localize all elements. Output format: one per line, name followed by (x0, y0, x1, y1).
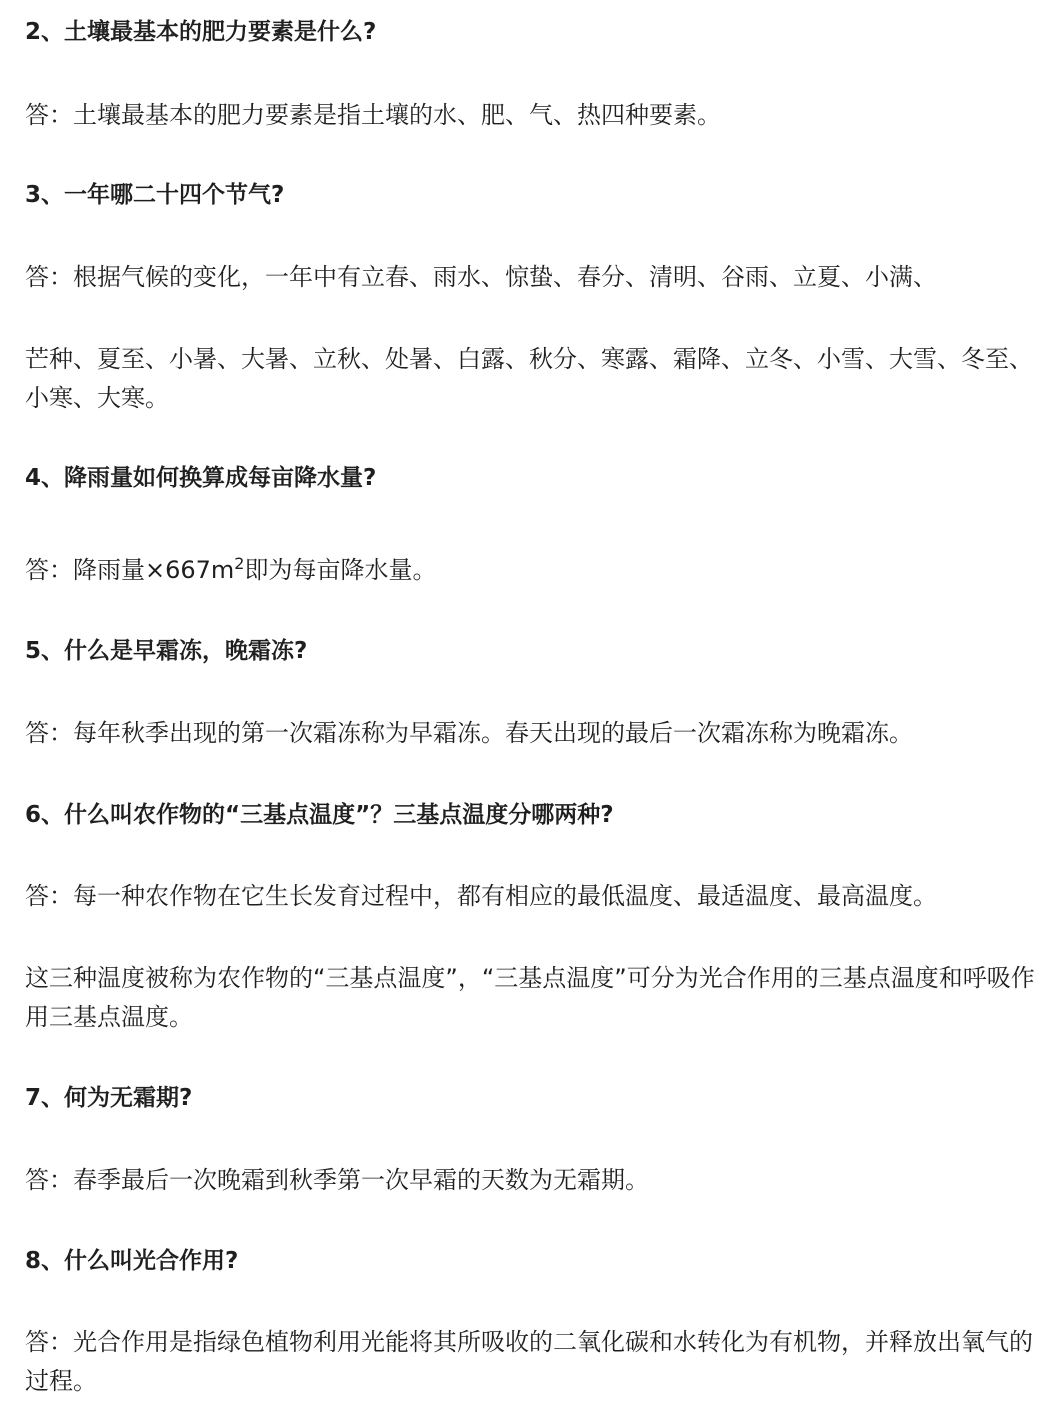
question-4: 4、降雨量如何换算成每亩降水量? (25, 465, 377, 491)
answer-4-superscript: 2 (234, 554, 245, 573)
answer-8: 答：光合作用是指绿色植物利用光能将其所吸收的二氧化碳和水转化为有机物，并释放出氧气的过程。 (25, 1328, 1033, 1395)
question-6: 6、什么叫农作物的“三基点温度”？三基点温度分哪两种? (25, 802, 614, 828)
answer-5: 答：每年秋季出现的第一次霜冻称为早霜冻。春天出现的最后一次霜冻称为晚霜冻。 (25, 719, 913, 747)
question-3: 3、一年哪二十四个节气? (25, 182, 285, 208)
answer-3-continued: 芒种、夏至、小暑、大暑、立秋、处暑、白露、秋分、寒露、霜降、立冬、小雪、大雪、冬至、小寒、大寒。 (25, 345, 1033, 412)
answer-4 (25, 551, 1035, 590)
question-2: 2、土壤最基本的肥力要素是什么? (25, 19, 377, 45)
answer-3: 答：根据气候的变化，一年中有立春、雨水、惊蛰、春分、清明、谷雨、立夏、小满、 (25, 263, 937, 291)
answer-7: 答：春季最后一次晚霜到秋季第一次早霜的天数为无霜期。 (25, 1166, 649, 1194)
answer-6: 答：每一种农作物在它生长发育过程中，都有相应的最低温度、最适温度、最高温度。 (25, 882, 937, 910)
question-7: 7、何为无霜期? (25, 1085, 193, 1111)
question-5: 5、什么是早霜冻，晚霜冻? (25, 638, 308, 664)
answer-4-text: 答：降雨量×667m (25, 556, 235, 584)
answer-2: 答：土壤最基本的肥力要素是指土壤的水、肥、气、热四种要素。 (25, 101, 721, 129)
question-8: 8、什么叫光合作用? (25, 1248, 239, 1274)
answer-4-text-end: 即为每亩降水量。 (244, 556, 437, 584)
answer-6-continued: 这三种温度被称为农作物的“三基点温度”，“三基点温度”可分为光合作用的三基点温度和呼吸作用三基点温度。 (25, 964, 1035, 1031)
